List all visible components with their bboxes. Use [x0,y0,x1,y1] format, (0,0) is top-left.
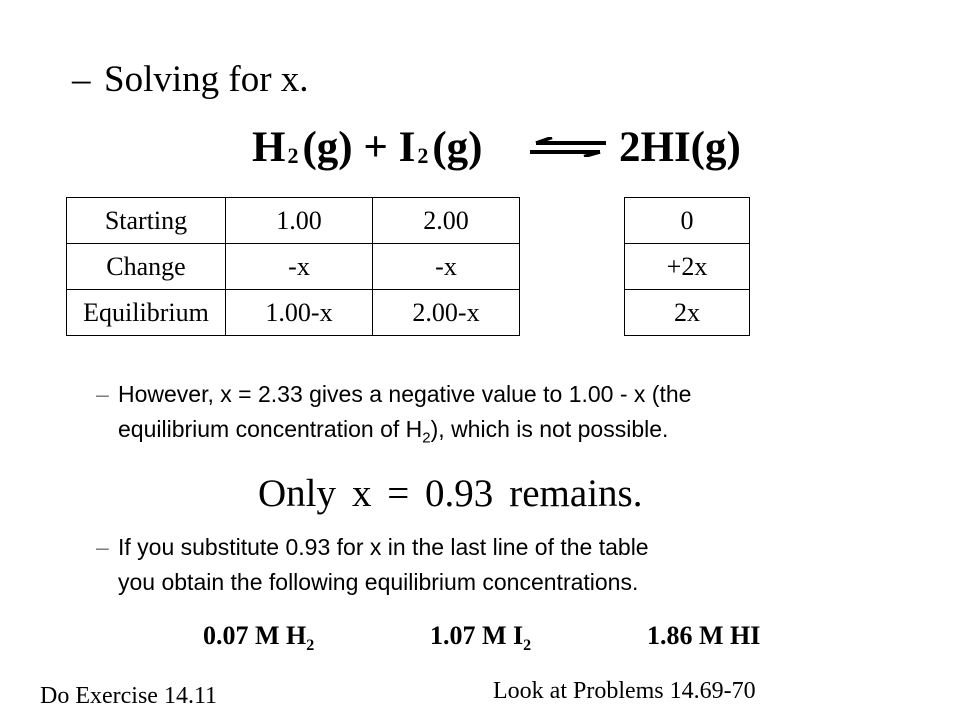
ice-table-product [624,197,750,336]
cell-i2: 2.00 [373,198,520,244]
concentration-i2: 1.07 M $I_2$ [430,621,532,655]
heading-text: Solving for x. [104,59,309,100]
reactant-h-state: (g) [302,124,353,171]
table-row-equilibrium [625,290,750,336]
equilibrium-arrow-icon [528,137,608,157]
cell-hi: +2x [625,244,750,290]
bullet-line: If you substitute 0.93 for x in the last line of the table [118,534,649,560]
table-row-starting [625,198,750,244]
table-row-equilibrium [67,290,520,336]
bullet-dash: – [96,381,109,407]
heading-dash: – [72,59,91,100]
bullet-line: you obtain the following equilibrium concentrations. [118,569,639,595]
remains-word: remains. [509,472,643,515]
reactant-h-subscript: 2 [287,143,299,168]
cell-hi: 0 [625,198,750,244]
bullet-dash: – [96,534,109,560]
table-row-change [67,244,520,290]
cell-i2: -x [373,244,520,290]
reaction-reactants [252,123,482,172]
slide-heading [72,58,309,101]
row-label: Equilibrium [67,290,226,336]
concentration-h2: 0.07 M $H_2$ [203,621,315,655]
cell-h2: 1.00-x [226,290,373,336]
reaction-product: 2HI(g) [619,124,741,171]
only-word: Only [258,472,336,515]
cell-i2: 2.00-x [373,290,520,336]
footer-problems: Look at Problems 14.69-70 [493,678,756,704]
x-value: x = 0.93 [352,472,494,515]
table-row-change [625,244,750,290]
bullet-negative-root [96,377,692,456]
bullet-line: However, x = 2.33 gives a negative value to 1.00 - x (the [118,381,692,407]
reactant-h: H [252,124,286,171]
ice-table-reactants [66,197,520,336]
cell-hi: 2x [625,290,750,336]
reactant-i-state: (g) [432,124,483,171]
bullet-substitute [96,530,649,600]
cell-h2: 1.00 [226,198,373,244]
h2-subscript: 2 [422,429,431,447]
plus-sign: + [363,124,388,171]
bullet-line: equilibrium concentration of $H_2$), which is not possible. [118,416,669,447]
row-label: Starting [67,198,226,244]
row-label: Change [67,244,226,290]
footer-exercise: Do Exercise 14.11 [40,683,218,709]
cell-h2: -x [226,244,373,290]
reactant-i: I [398,124,416,171]
table-row-starting [67,198,520,244]
concentration-hi: 1.86 M HI [647,621,761,650]
reactant-i-subscript: 2 [417,143,429,168]
solution-statement [258,471,642,516]
